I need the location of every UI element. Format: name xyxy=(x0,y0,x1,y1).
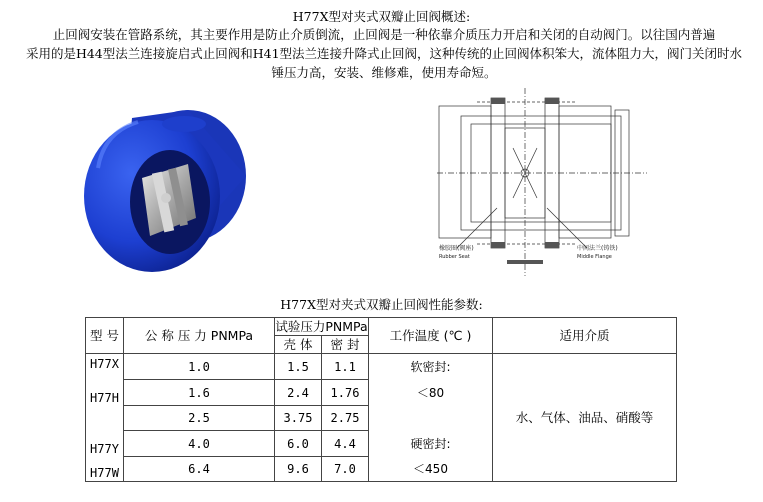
cell-nominal: 1.6 xyxy=(124,380,275,406)
cell-temp: 软密封: xyxy=(369,354,493,380)
cell-body: 1.5 xyxy=(275,354,322,380)
intro-line-2: 采用的是H44型法兰连接旋启式止回阀和H41型法兰连接升降式止回阀，这种传统的止回阀体积笨大，流体阻力大，阀门关闭时水 xyxy=(25,46,743,61)
header-seal: 密 封 xyxy=(322,336,369,354)
header-body: 壳 体 xyxy=(275,336,322,354)
drawing-label-left-sub: Rubber Seat xyxy=(439,254,470,260)
header-model: 型 号 xyxy=(86,318,124,354)
cell-temp xyxy=(369,406,493,431)
drawing-label-right-sub: Middle Flange xyxy=(577,254,612,260)
cell-model: H77Y xyxy=(86,431,124,457)
cell-nominal: 2.5 xyxy=(124,406,275,431)
cell-model: H77H xyxy=(86,380,124,406)
table-title: H77X型对夹式双瓣止回阀性能参数: xyxy=(280,297,483,312)
cell-temp: ＜450 xyxy=(369,457,493,482)
cell-nominal: 4.0 xyxy=(124,431,275,457)
header-medium: 适用介质 xyxy=(493,318,677,354)
header-nominal-pressure: 公 称 压 力 PNMPa xyxy=(124,318,275,354)
cell-model xyxy=(86,406,124,431)
intro-line-3: 锤压力高，安装、维修难，使用寿命短。 xyxy=(271,65,497,80)
cell-seal: 1.76 xyxy=(322,380,369,406)
cell-body: 3.75 xyxy=(275,406,322,431)
cell-body: 9.6 xyxy=(275,457,322,482)
header-working-temp: 工作温度 (℃ ) xyxy=(369,318,493,354)
cell-temp: 硬密封: xyxy=(369,431,493,457)
drawing-label-left: 橡胶圈(阀座) xyxy=(439,245,474,252)
cell-model: H77X xyxy=(86,354,124,380)
cell-body: 6.0 xyxy=(275,431,322,457)
spec-table xyxy=(85,317,677,482)
cell-body: 2.4 xyxy=(275,380,322,406)
intro-paragraph xyxy=(8,25,760,82)
valve-section-drawing xyxy=(437,88,649,276)
valve-photo xyxy=(80,98,250,278)
cell-seal: 4.4 xyxy=(322,431,369,457)
cell-nominal: 6.4 xyxy=(124,457,275,482)
table-row xyxy=(86,354,677,380)
cell-temp: ＜80 xyxy=(369,380,493,406)
drawing-label-right: 中间法兰(铸铁) xyxy=(577,245,618,252)
cell-seal: 1.1 xyxy=(322,354,369,380)
cell-model: H77W xyxy=(86,457,124,482)
cell-seal: 7.0 xyxy=(322,457,369,482)
cell-seal: 2.75 xyxy=(322,406,369,431)
intro-line-1: 止回阀安装在管路系统，其主要作用是防止介质倒流，止回阀是一种依靠介质压力开启和关闭的自动阀门。以往国内普遍 xyxy=(52,27,716,42)
cell-nominal: 1.0 xyxy=(124,354,275,380)
cell-medium: 水、气体、油品、硝酸等 xyxy=(493,354,677,482)
page-title: H77X型对夹式双瓣止回阀概述: xyxy=(292,9,471,24)
header-test-pressure: 试验压力PNMPa xyxy=(275,318,368,334)
